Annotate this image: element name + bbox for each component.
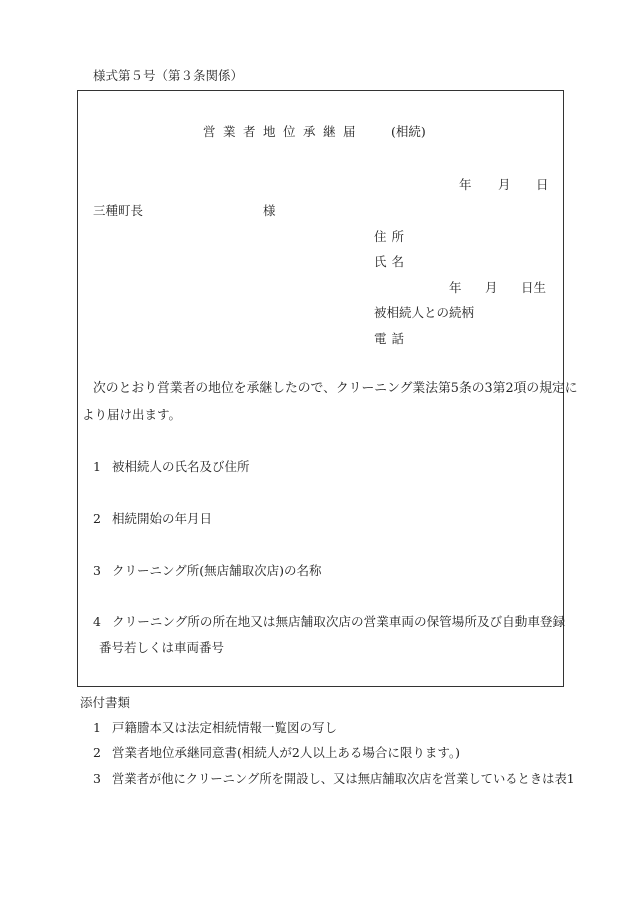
item-4-text: クリーニング所の所在地又は無店舗取次店の営業車両の保管場所及び自動車登録 xyxy=(112,614,566,629)
date-day-label: 日 xyxy=(536,177,549,192)
form-number: 様式第５号（第３条関係） xyxy=(93,68,244,83)
date-year-label: 年 xyxy=(459,177,472,192)
item-2-text: 相続開始の年月日 xyxy=(112,511,213,526)
item-3-number: 3 xyxy=(93,563,101,578)
relation-label: 被相続人との続柄 xyxy=(374,305,475,320)
item-1-number: 1 xyxy=(93,459,101,474)
addressee-honorific: 様 xyxy=(263,203,276,218)
phone-label: 電話 xyxy=(374,331,410,346)
birth-month-label: 月 xyxy=(485,280,498,295)
item-4-text-continued: 番号若しくは車両番号 xyxy=(99,640,225,655)
attachment-2-number: 2 xyxy=(93,745,101,760)
birth-year-label: 年 xyxy=(449,280,462,295)
attachment-1-text: 戸籍謄本又は法定相続情報一覧図の写し xyxy=(112,720,338,735)
attachments-heading: 添付書類 xyxy=(80,695,131,710)
item-2-number: 2 xyxy=(93,511,101,526)
attachment-3-number: 3 xyxy=(93,771,101,786)
body-text-line-1: 次のとおり営業者の地位を承継したので、クリーニング業法第5条の3第2項の規定に xyxy=(93,381,578,396)
attachment-3-text: 営業者が他にクリーニング所を開設し、又は無店舗取次店を営業しているときは表1 xyxy=(112,772,575,786)
form-title: 営業者地位承継届 xyxy=(203,124,364,139)
attachment-1-number: 1 xyxy=(93,720,101,735)
date-month-label: 月 xyxy=(498,177,511,192)
item-4-number: 4 xyxy=(93,614,101,629)
item-3-text: クリーニング所(無店舗取次店)の名称 xyxy=(112,563,322,578)
attachment-2-text: 営業者地位承継同意書(相続人が2人以上ある場合に限ります。) xyxy=(112,745,460,760)
body-text-line-2: より届け出ます。 xyxy=(82,407,182,422)
item-1-text: 被相続人の氏名及び住所 xyxy=(112,459,250,474)
form-title-suffix: (相続) xyxy=(391,124,426,139)
birth-day-label: 日生 xyxy=(521,280,547,295)
address-label: 住所 xyxy=(374,229,410,244)
name-label: 氏名 xyxy=(374,254,410,269)
addressee-name: 三種町長 xyxy=(93,203,144,218)
